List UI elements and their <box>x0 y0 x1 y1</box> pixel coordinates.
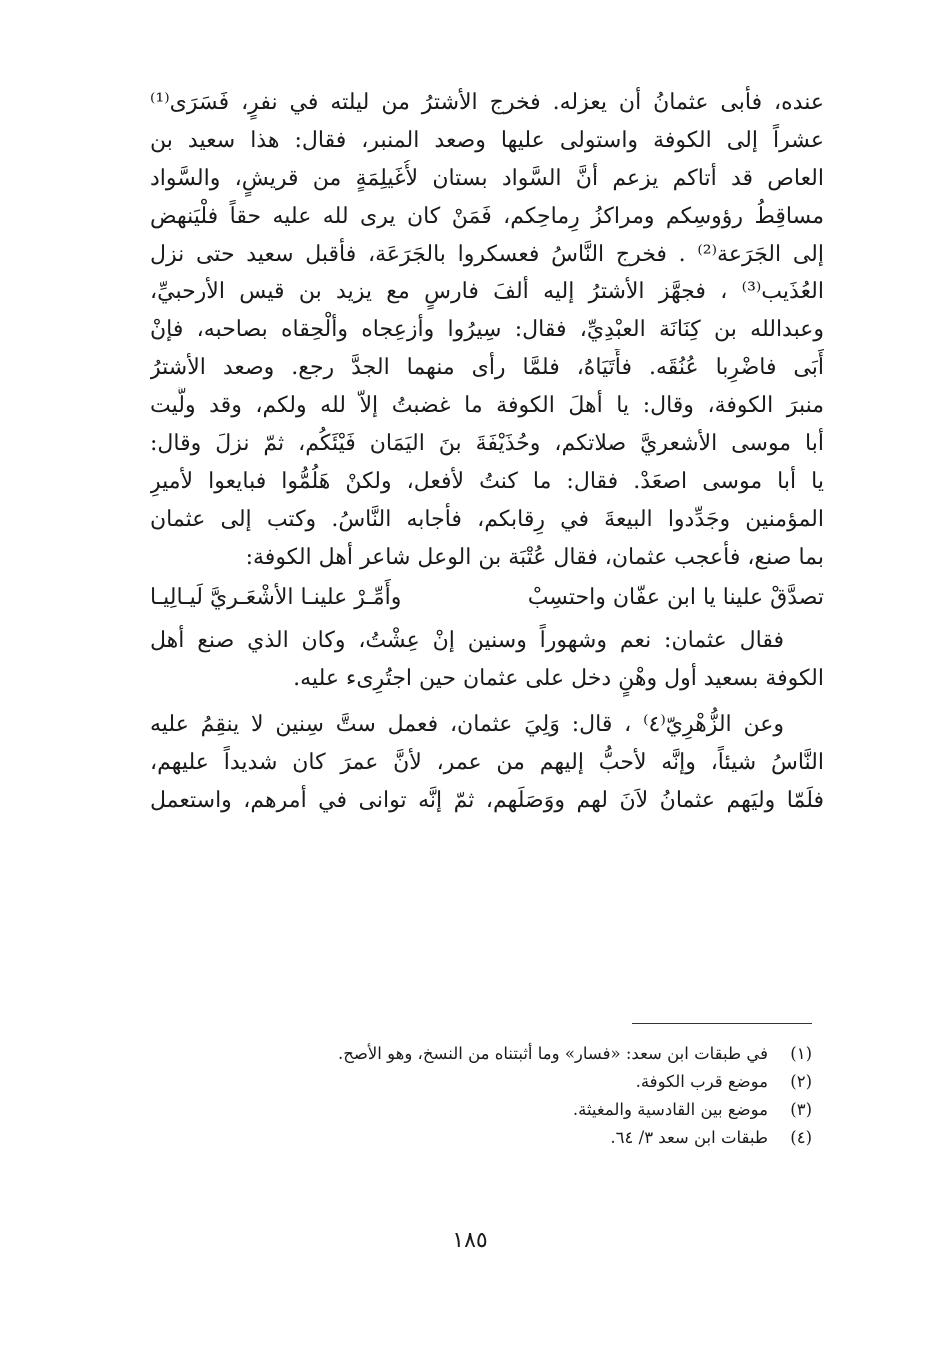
text-line: العاص قد أتاكم يزعم أنَّ السَّواد بستان لأُغَيلِمَةٍ من قريشٍ، والسَّواد <box>150 165 824 191</box>
text-line: يا أبا موسى اصعَدْ. فقال: ما كنتُ لأفعل، ولكنْ هَلُمُّوا فبايعوا لأميرِ <box>150 468 824 494</box>
footnote-number: (٤) <box>790 1128 812 1147</box>
footnote-item <box>212 1040 812 1068</box>
text-line: النَّاسُ شيئاً، وإنَّه لأحبُّ إليهم من عمر، لأنَّ عمرَ كان شديداً عليهم، <box>150 750 824 776</box>
footnote-text: موضع بين القادسية والمغيثة. <box>572 1100 768 1119</box>
footnote-number: (١) <box>790 1044 812 1063</box>
footnote-text: طبقات ابن سعد ٣/ ٦٤. <box>610 1128 768 1147</box>
text-line: مساقِطُ رؤوسِكم ومراكزُ رِماحِكم، فَمَنْ كان يرى لله عليه حقاً فلْيَنهض <box>150 203 824 229</box>
text-line: أبا موسى الأشعريَّ صلاتكم، وحُذَيْفَةَ بنَ اليَمَان فَيْئَكُم، ثمّ نزلَ وقال: <box>150 431 824 457</box>
footnote-separator <box>632 1023 812 1024</box>
footnote-item <box>212 1068 812 1096</box>
footnote-text: موضع قرب الكوفة. <box>635 1072 768 1091</box>
footnote-item <box>212 1124 812 1152</box>
page-number: ١٨٥ <box>452 1228 488 1253</box>
text-line: منبرَ الكوفة، وقال: يا أهلَ الكوفة ما غضبتُ إلاّ لله ولكم، وقد ولَّيت <box>150 393 824 419</box>
footnotes <box>212 1040 812 1152</box>
paragraph-3 <box>150 706 824 820</box>
verse-second-hemistich: وأَمِّـرْ علينـا الأشْعَـريَّ لَيـالِيـا <box>150 584 402 610</box>
footnote-number: (٣) <box>790 1100 812 1119</box>
poem-verse <box>150 579 824 617</box>
footnote-text: في طبقات ابن سعد: «فسار» وما أثبتناه من النسخ، وهو الأصح. <box>337 1044 768 1063</box>
footnote-number: (٢) <box>790 1072 812 1091</box>
text-line: فلَمّا وليَهم عثمانُ لاَنَ لهم ووَصَلَهم، ثمّ إنَّه توانى في أمرهم، واستعمل <box>150 788 824 814</box>
footnote-item <box>212 1096 812 1124</box>
main-text <box>150 84 824 820</box>
verse-first-hemistich: تصدَّقْ علينا يا ابن عفّان واحتسِبْ <box>527 584 824 610</box>
text-line: عشراً إلى الكوفة واستولى عليها وصعد المنبر، فقال: هذا سعيد بن <box>150 127 824 153</box>
text-line: أَبَى فاضْرِبا عُنُقَه. فأَتَيَاهُ، فلمَّا رأى منهما الجدَّ رجع. وصعد الأشترُ <box>150 355 824 381</box>
text-line: فقال عثمان: نعم وشهوراً وسنين إنْ عِشْتُ، وكان الذي صنع أهل <box>150 628 784 654</box>
text-line: عنده، فأبى عثمانُ أن يعزله. فخرج الأشترُ من ليلته في نفرٍ، فَسَرَى⁽¹⁾ <box>150 90 824 115</box>
text-line: وعن الزُّهْرِيّ⁽٤⁾ ، قال: وَلِيَ عثمان، فعمل ستَّ سِنين لا ينقِمُ عليه <box>150 712 784 738</box>
paragraph-1 <box>150 84 824 577</box>
text-line: إلى الجَرَعة⁽²⁾ . فخرج النَّاسُ فعسكروا بالجَرَعَة، فأقبل سعيد حتى نزل <box>150 241 824 267</box>
text-line: العُذَيب⁽³⁾ ، فجهَّز الأشترُ إليه ألفَ فارسٍ مع يزيد بن قيس الأرحبيِّ، <box>150 279 824 305</box>
text-line: المؤمنين وجَدِّدوا البيعةَ في رِقابكم، فأجابه النَّاسُ. وكتب إلى عثمان <box>150 506 824 532</box>
text-line: بما صنع، فأعجب عثمان، فقال عُتْبَة بن الوعل شاعر أهل الكوفة: <box>245 544 824 570</box>
paragraph-2 <box>150 622 824 698</box>
text-line: وعبدالله بن كِنَانَة العبْدِيِّ، فقال: سِيرُوا وأزعِجاه وألْحِقاه بصاحبه، فإنْ <box>150 317 824 343</box>
text-line: الكوفة بسعيد أول وهْنٍ دخل على عثمان حين اجتُرِىء عليه. <box>293 666 824 692</box>
